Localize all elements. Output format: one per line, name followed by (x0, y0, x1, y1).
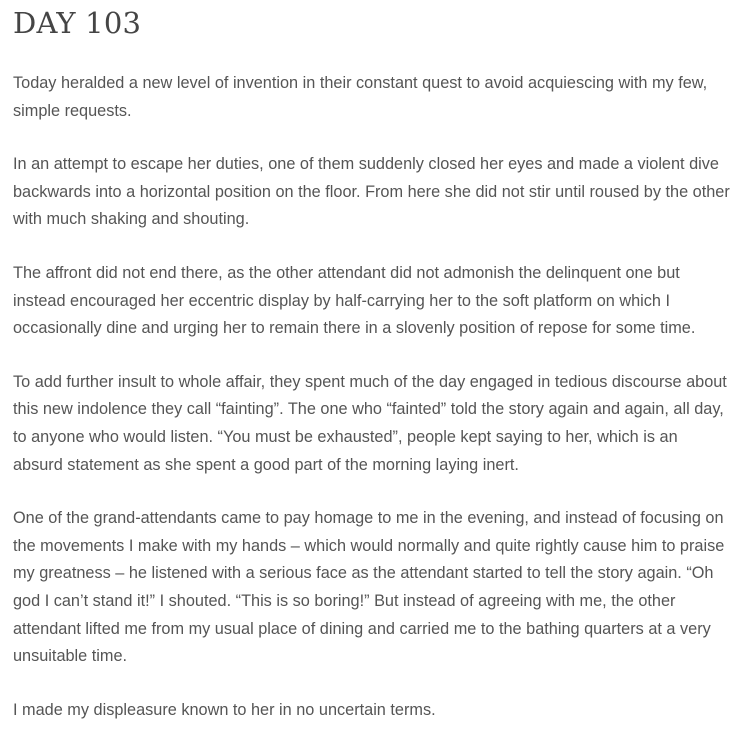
post-content (13, 0, 731, 724)
post-paragraph-1: Today heralded a new level of invention in their constant quest to avoid acquiescing with my few, simple requests. (13, 74, 708, 120)
post-paragraph-5: One of the grand-attendants came to pay homage to me in the evening, and instead of focusing on the movements I make with my hands – which would normally and quite rightly cause him to praise my greatness – he listened with a serious face as the attendant started to tell the story again. “Oh god I can’t stand it!” I shouted. “This is so boring!” But instead of agreeing with me, the other attendant lifted me from my usual place of dining and carried me to the bathing quarters at a very unsuitable time. (13, 509, 725, 666)
post-paragraph-2: In an attempt to escape her duties, one of them suddenly closed her eyes and made a violent dive backwards into a horizontal position on the floor. From here she did not stir until roused by the other with much shaking and shouting. (13, 155, 730, 229)
post-paragraph-6: I made my displeasure known to her in no uncertain terms. (13, 700, 436, 719)
post-paragraph-3: The affront did not end there, as the other attendant did not admonish the delinquent one but instead encouraged her eccentric display by half-carrying her to the soft platform on which I occasionally dine and urging her to remain there in a slovenly position of repose for some time. (13, 263, 696, 338)
post-paragraph-4: To add further insult to whole affair, they spent much of the day engaged in tedious discourse about this new indolence they call “fainting”. The one who “fainted” told the story again and again, all day, to anyone who would listen. “You must be exhausted”, people kept saying to her, which is an absurd statement as she spent a good part of the morning laying inert. (13, 372, 727, 474)
post-title: DAY 103 (13, 6, 142, 40)
